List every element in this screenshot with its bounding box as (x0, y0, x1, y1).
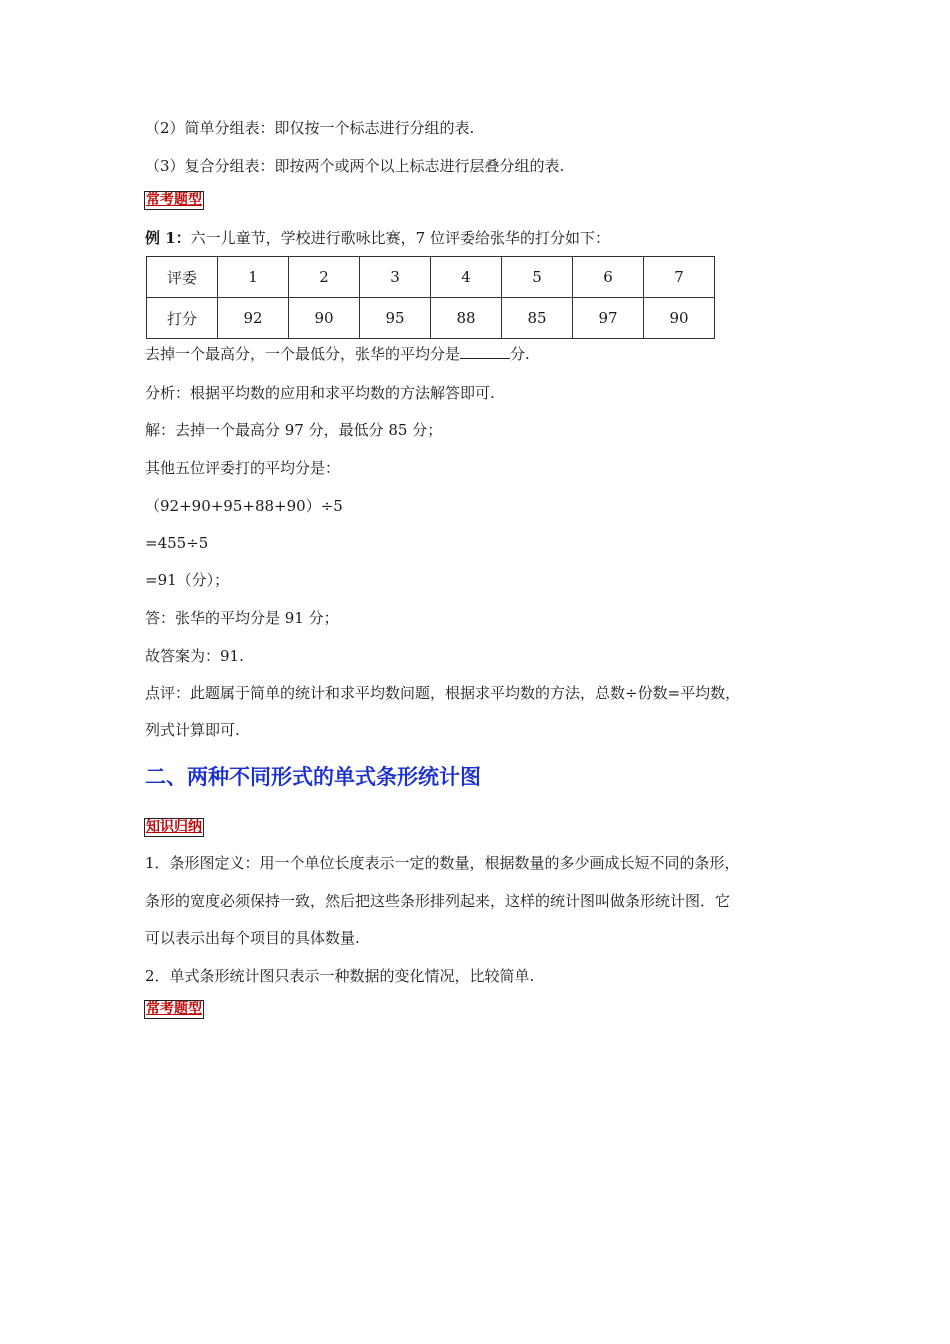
solution-line: =455÷5 (145, 534, 209, 552)
knowledge-summary-tag: 知识归纳 (146, 819, 202, 835)
table-cell: 7 (644, 257, 715, 298)
answer-line: 答：张华的平均分是 91 分； (145, 609, 339, 627)
text-line-simple-group: （2）简单分组表：即仅按一个标志进行分组的表. (145, 119, 475, 137)
knowledge-line: 2．单式条形统计图只表示一种数据的变化情况，比较简单. (145, 967, 535, 985)
table-cell: 88 (431, 298, 502, 339)
question-line (145, 344, 530, 364)
table-cell: 3 (360, 257, 431, 298)
score-table (146, 256, 715, 339)
example-text: 六一儿童节，学校进行歌咏比赛，7 位评委给张华的打分如下： (190, 229, 610, 247)
section-heading: 二、两种不同形式的单式条形统计图 (145, 765, 481, 789)
question-text: 去掉一个最高分，一个最低分，张华的平均分是 (145, 345, 461, 363)
comment-line: 列式计算即可. (145, 721, 240, 739)
comment-line: 点评：此题属于简单的统计和求平均数问题，根据求平均数的方法，总数÷份数=平均数， (145, 684, 741, 702)
table-cell: 85 (502, 298, 573, 339)
table-cell: 1 (218, 257, 289, 298)
answer-blank (460, 344, 510, 359)
analysis-line: 分析：根据平均数的应用和求平均数的方法解答即可. (145, 384, 495, 402)
example-label: 例 1： (145, 229, 191, 247)
table-cell: 2 (289, 257, 360, 298)
table-header-judge: 评委 (147, 257, 218, 298)
knowledge-line: 1．条形图定义：用一个单位长度表示一定的数量，根据数量的多少画成长短不同的条形， (145, 854, 740, 872)
question-unit: 分. (510, 345, 530, 363)
table-cell: 92 (218, 298, 289, 339)
table-cell: 95 (360, 298, 431, 339)
table-header-score: 打分 (147, 298, 218, 339)
solution-line: 其他五位评委打的平均分是： (145, 459, 341, 477)
common-question-tag: 常考题型 (146, 192, 202, 208)
table-cell: 6 (573, 257, 644, 298)
table-row-scores (147, 298, 715, 339)
table-cell: 90 (644, 298, 715, 339)
table-cell: 4 (431, 257, 502, 298)
final-answer-line: 故答案为：91. (145, 647, 244, 665)
knowledge-line: 可以表示出每个项目的具体数量. (145, 929, 360, 947)
solution-line: =91（分）； (145, 571, 230, 589)
text-line-compound-group: （3）复合分组表：即按两个或两个以上标志进行层叠分组的表. (145, 157, 565, 175)
table-cell: 90 (289, 298, 360, 339)
table-cell: 97 (573, 298, 644, 339)
table-cell: 5 (502, 257, 573, 298)
solution-line: （92+90+95+88+90）÷5 (145, 497, 343, 515)
common-question-tag-2: 常考题型 (146, 1001, 202, 1017)
table-row-judges (147, 257, 715, 298)
knowledge-line: 条形的宽度必须保持一致，然后把这些条形排列起来，这样的统计图叫做条形统计图．它 (145, 892, 731, 910)
solution-line: 解：去掉一个最高分 97 分，最低分 85 分； (145, 421, 443, 439)
example-1-line (145, 228, 610, 248)
